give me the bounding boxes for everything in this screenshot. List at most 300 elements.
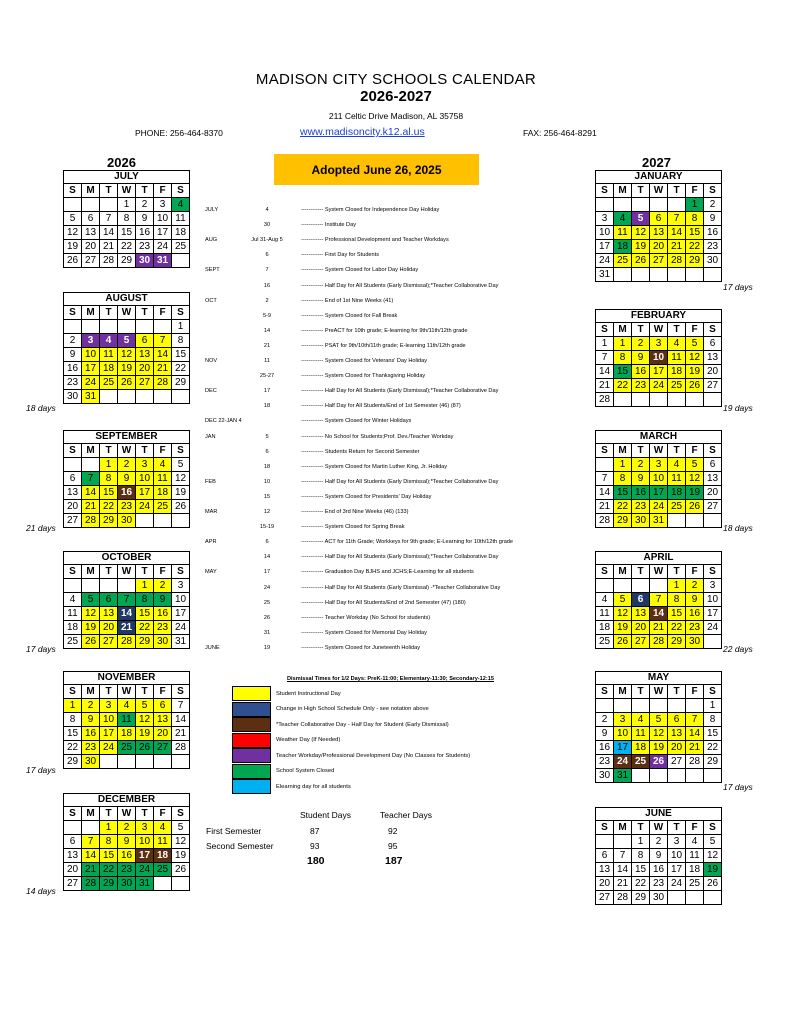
- legend-item: [232, 702, 429, 717]
- calendar-april: [595, 551, 722, 649]
- calendar-day-cell: 25: [118, 741, 136, 755]
- weekday-header: S: [704, 184, 722, 198]
- calendar-week-row: [64, 877, 189, 891]
- calendar-day-cell: 3: [154, 198, 172, 212]
- calendar-month-title: FEBRUARY: [596, 310, 721, 323]
- calendar-day-cell: 25: [154, 500, 172, 514]
- calendar-day-cell: 25: [668, 500, 686, 514]
- calendar-week-row: [64, 727, 189, 741]
- calendar-day-cell: 12: [614, 607, 632, 621]
- calendar-day-cell: 27: [136, 376, 154, 390]
- first-semester-student-days: 87: [310, 826, 320, 836]
- calendar-day-cell: 10: [704, 593, 722, 607]
- legend-label: Elearning day for all students: [276, 783, 351, 790]
- calendar-day-cell: 16: [64, 362, 82, 376]
- calendar-week-row: [64, 254, 189, 268]
- weekday-header: F: [154, 184, 172, 198]
- weekday-header: W: [118, 306, 136, 320]
- calendar-day-cell: 24: [136, 500, 154, 514]
- calendar-day-cell: 8: [632, 849, 650, 863]
- calendar-day-cell: 23: [82, 741, 100, 755]
- calendar-day-cell: 28: [614, 891, 632, 905]
- instructional-days-count: 17 days: [26, 765, 56, 775]
- calendar-day-cell: 28: [82, 877, 100, 891]
- event-month: MAR: [205, 509, 218, 515]
- calendar-day-cell: [118, 579, 136, 593]
- weekday-header: W: [118, 807, 136, 821]
- calendar-week-row: [596, 713, 721, 727]
- calendar-event: [205, 358, 595, 367]
- calendar-day-cell: 22: [100, 500, 118, 514]
- calendar-day-cell: 27: [596, 891, 614, 905]
- calendar-day-cell: 24: [668, 877, 686, 891]
- calendar-day-cell: [650, 769, 668, 783]
- weekday-header: S: [64, 565, 82, 579]
- calendar-day-cell: 18: [100, 362, 118, 376]
- weekday-header: T: [136, 444, 154, 458]
- calendar-day-cell: 9: [632, 472, 650, 486]
- calendar-day-cell: [686, 268, 704, 282]
- calendar-day-cell: 6: [596, 849, 614, 863]
- weekday-header: S: [596, 821, 614, 835]
- calendar-day-cell: 16: [118, 486, 136, 500]
- calendar-day-cell: 4: [614, 212, 632, 226]
- calendar-day-cell: 31: [596, 268, 614, 282]
- event-description: ------------ System Closed for Independence Day Holiday: [301, 207, 440, 213]
- calendar-day-cell: 10: [650, 351, 668, 365]
- calendar-day-cell: 21: [668, 240, 686, 254]
- calendar-day-cell: 13: [668, 727, 686, 741]
- calendar-day-cell: [614, 579, 632, 593]
- weekday-header: F: [686, 821, 704, 835]
- year-left: 2026: [107, 155, 136, 170]
- address: 211 Celtic Drive Madison, AL 35758: [328, 111, 464, 121]
- calendar-day-cell: 8: [172, 334, 190, 348]
- calendar-day-cell: 5: [614, 593, 632, 607]
- instructional-days-count: 19 days: [723, 403, 753, 413]
- calendar-day-cell: 15: [172, 348, 190, 362]
- calendar-day-cell: 5: [704, 835, 722, 849]
- event-month: JAN: [205, 433, 216, 440]
- calendar-day-cell: [154, 877, 172, 891]
- weekday-header: S: [172, 444, 190, 458]
- calendar-day-cell: [154, 390, 172, 404]
- calendar-day-cell: 13: [64, 849, 82, 863]
- calendar-day-cell: 8: [704, 713, 722, 727]
- calendar-day-cell: [668, 891, 686, 905]
- calendar-day-cell: 17: [172, 607, 190, 621]
- calendar-day-cell: 23: [118, 500, 136, 514]
- calendar-week-row: [64, 226, 189, 240]
- calendar-day-cell: [596, 835, 614, 849]
- calendar-day-cell: 11: [118, 713, 136, 727]
- calendar-day-cell: 26: [650, 755, 668, 769]
- calendar-day-cell: 29: [118, 254, 136, 268]
- calendar-day-cell: [668, 769, 686, 783]
- calendar-day-cell: [172, 254, 190, 268]
- calendar-day-cell: 25: [614, 254, 632, 268]
- calendar-november: [63, 671, 190, 769]
- event-date: 24: [263, 584, 271, 591]
- calendar-week-row: [64, 621, 189, 635]
- legend-label: Weather Day (If Needed): [276, 737, 341, 743]
- calendar-day-cell: 1: [614, 337, 632, 351]
- calendar-day-cell: 9: [686, 593, 704, 607]
- event-description: ------------ First Day for Students: [301, 252, 379, 259]
- calendar-day-cell: 1: [596, 337, 614, 351]
- event-description: ------------ System Closed for Memorial Day Holiday: [301, 629, 427, 636]
- calendar-week-row: [64, 863, 189, 877]
- weekday-header: F: [686, 565, 704, 579]
- calendar-day-cell: 1: [704, 699, 722, 713]
- calendar-day-cell: 5: [172, 821, 190, 835]
- calendar-week-row: [596, 877, 721, 891]
- calendar-event: [205, 494, 595, 503]
- calendar-month-title: APRIL: [596, 552, 721, 565]
- weekday-header: F: [686, 444, 704, 458]
- calendar-day-cell: 4: [100, 334, 118, 348]
- event-description: ------------ Half Day for All Students/End of 2nd Semester (47) (180): [301, 599, 466, 606]
- calendar-day-cell: 10: [172, 593, 190, 607]
- weekday-header: M: [614, 565, 632, 579]
- weekday-header: F: [686, 685, 704, 699]
- calendar-day-cell: 22: [64, 741, 82, 755]
- legend-swatch: [232, 733, 271, 748]
- calendar-day-cell: 6: [668, 713, 686, 727]
- calendar-week-row: [64, 579, 189, 593]
- calendar-day-cell: [614, 198, 632, 212]
- calendar-day-cell: 20: [704, 365, 722, 379]
- calendar-week-row: [596, 379, 721, 393]
- calendar-day-cell: [686, 393, 704, 407]
- calendar-day-cell: 28: [154, 376, 172, 390]
- calendar-day-cell: 30: [686, 635, 704, 649]
- calendar-week-row: [596, 472, 721, 486]
- weekday-header: W: [118, 184, 136, 198]
- calendar-day-cell: 18: [686, 863, 704, 877]
- calendar-week-row: [596, 226, 721, 240]
- calendar-day-cell: 31: [136, 877, 154, 891]
- calendar-event: [205, 434, 595, 443]
- weekday-header: M: [82, 444, 100, 458]
- event-date: 12: [263, 509, 271, 515]
- calendar-week-row: [64, 320, 189, 334]
- calendar-day-cell: 12: [650, 727, 668, 741]
- calendar-day-cell: 31: [172, 635, 190, 649]
- event-date: 31: [263, 629, 271, 636]
- calendar-day-cell: 23: [704, 240, 722, 254]
- calendar-day-cell: 12: [136, 713, 154, 727]
- event-month: NOV: [205, 358, 218, 364]
- total-student-days: 180: [307, 855, 325, 867]
- weekday-header: S: [172, 306, 190, 320]
- calendar-day-cell: [82, 320, 100, 334]
- calendar-day-cell: 8: [668, 593, 686, 607]
- event-description: ------------ System Closed for Martin Luther King, Jr. Holiday: [301, 463, 448, 470]
- calendar-day-cell: [650, 393, 668, 407]
- calendar-day-cell: 28: [596, 393, 614, 407]
- calendar-day-cell: 6: [82, 212, 100, 226]
- calendar-day-cell: 8: [100, 472, 118, 486]
- calendar-event: [205, 479, 595, 488]
- weekday-header: T: [668, 821, 686, 835]
- calendar-day-cell: 7: [668, 212, 686, 226]
- calendar-day-cell: 20: [64, 500, 82, 514]
- calendar-day-cell: 24: [650, 500, 668, 514]
- calendar-day-cell: 7: [82, 472, 100, 486]
- calendar-day-cell: 25: [596, 635, 614, 649]
- calendar-day-cell: 30: [118, 514, 136, 528]
- calendar-week-row: [596, 621, 721, 635]
- calendar-day-cell: 25: [686, 877, 704, 891]
- calendar-week-row: [596, 212, 721, 226]
- event-description: ------------ Half Day for All Students (Early Dismissal);*Teacher Collaborative Day: [301, 554, 499, 561]
- calendar-day-cell: 19: [64, 240, 82, 254]
- event-date: Jul 31-Aug 5: [251, 237, 283, 244]
- calendar-week-row: [64, 500, 189, 514]
- calendar-day-cell: 2: [64, 334, 82, 348]
- event-month: FEB: [205, 478, 216, 485]
- calendar-day-cell: 3: [650, 337, 668, 351]
- calendar-day-cell: 30: [136, 254, 154, 268]
- calendar-day-cell: 15: [614, 486, 632, 500]
- calendar-day-cell: 5: [650, 713, 668, 727]
- calendar-week-row: [64, 212, 189, 226]
- calendar-day-cell: 7: [614, 849, 632, 863]
- calendar-day-cell: 29: [100, 877, 118, 891]
- calendar-day-cell: 18: [614, 240, 632, 254]
- calendar-week-row: [64, 821, 189, 835]
- calendar-day-cell: [82, 198, 100, 212]
- calendar-day-cell: 18: [64, 621, 82, 635]
- calendar-day-cell: [686, 699, 704, 713]
- calendar-day-cell: 16: [650, 863, 668, 877]
- calendar-day-cell: [100, 198, 118, 212]
- weekday-header: W: [650, 565, 668, 579]
- calendar-day-cell: 29: [64, 755, 82, 769]
- calendar-day-cell: 12: [172, 835, 190, 849]
- calendar-day-cell: 29: [100, 514, 118, 528]
- event-month: DEC 22-JAN 4: [205, 418, 242, 425]
- calendar-day-cell: 14: [686, 727, 704, 741]
- calendar-day-cell: 27: [704, 379, 722, 393]
- instructional-days-count: 18 days: [26, 403, 56, 413]
- calendar-day-cell: 6: [154, 699, 172, 713]
- weekday-header: S: [596, 323, 614, 337]
- calendar-day-cell: 23: [154, 621, 172, 635]
- weekday-header: T: [632, 323, 650, 337]
- calendar-day-cell: 11: [668, 472, 686, 486]
- calendar-day-cell: 14: [82, 849, 100, 863]
- calendar-week-row: [64, 472, 189, 486]
- calendar-day-cell: [64, 579, 82, 593]
- total-teacher-days: 187: [385, 855, 403, 867]
- calendar-day-cell: 18: [154, 849, 172, 863]
- instructional-days-count: 22 days: [723, 644, 753, 654]
- instructional-days-count: 17 days: [723, 782, 753, 792]
- legend-item: [232, 764, 334, 779]
- event-description: ------------ End of 3rd Nine Weeks (46) (133): [301, 509, 409, 515]
- calendar-day-cell: 3: [704, 579, 722, 593]
- calendar-day-cell: [596, 699, 614, 713]
- weekday-header: T: [100, 565, 118, 579]
- calendar-day-cell: 19: [172, 849, 190, 863]
- calendar-day-cell: 1: [172, 320, 190, 334]
- calendar-day-cell: [686, 514, 704, 528]
- calendar-day-cell: 1: [136, 579, 154, 593]
- legend-item: [232, 686, 341, 701]
- event-description: ------------ Half Day for All Students (Early Dismissal);*Teacher Collaborative Day: [301, 388, 499, 395]
- event-date: 17: [263, 388, 271, 395]
- calendar-day-cell: 20: [668, 741, 686, 755]
- event-month: AUG: [205, 237, 218, 244]
- phone: PHONE: 256-464-8370: [135, 128, 223, 138]
- calendar-october: [63, 551, 190, 649]
- calendar-day-cell: 13: [632, 607, 650, 621]
- calendar-day-cell: 4: [596, 593, 614, 607]
- calendar-day-cell: 28: [686, 755, 704, 769]
- event-month: MAY: [205, 569, 217, 576]
- calendar-day-cell: 4: [154, 821, 172, 835]
- calendar-day-cell: 20: [82, 240, 100, 254]
- calendar-day-cell: 29: [632, 891, 650, 905]
- calendar-day-cell: 16: [136, 226, 154, 240]
- calendar-day-cell: 18: [118, 727, 136, 741]
- calendar-day-cell: 2: [632, 458, 650, 472]
- calendar-event: [205, 524, 595, 533]
- calendar-event: [205, 539, 595, 548]
- calendar-day-cell: [172, 755, 190, 769]
- calendar-day-cell: 15: [704, 727, 722, 741]
- calendar-event: [205, 600, 595, 609]
- calendar-day-cell: 22: [136, 621, 154, 635]
- calendar-day-cell: 27: [632, 635, 650, 649]
- calendar-week-row: [596, 593, 721, 607]
- teacher-days-label: Teacher Days: [380, 810, 432, 820]
- calendar-day-cell: 9: [82, 713, 100, 727]
- calendar-day-cell: 7: [650, 593, 668, 607]
- calendar-day-cell: 6: [704, 337, 722, 351]
- calendar-day-cell: 10: [136, 835, 154, 849]
- calendar-event: [205, 418, 595, 427]
- calendar-day-cell: 26: [172, 500, 190, 514]
- calendar-day-cell: 14: [118, 607, 136, 621]
- calendar-day-cell: 17: [100, 727, 118, 741]
- calendar-event: [205, 554, 595, 563]
- calendar-day-cell: 26: [632, 254, 650, 268]
- calendar-day-cell: 27: [704, 500, 722, 514]
- event-date: 25: [263, 599, 271, 606]
- calendar-day-cell: 17: [650, 486, 668, 500]
- calendar-week-row: [596, 849, 721, 863]
- calendar-day-cell: 8: [614, 351, 632, 365]
- calendar-day-cell: 11: [100, 348, 118, 362]
- event-date: 18: [263, 463, 271, 470]
- calendar-day-cell: 23: [632, 500, 650, 514]
- calendar-day-cell: [650, 198, 668, 212]
- weekday-header: S: [596, 444, 614, 458]
- calendar-day-cell: 29: [136, 635, 154, 649]
- weekday-header: T: [668, 444, 686, 458]
- event-description: ------------ System Closed for Fall Break: [301, 312, 398, 319]
- calendar-month-title: DECEMBER: [64, 794, 189, 807]
- calendar-day-cell: 24: [614, 755, 632, 769]
- event-date: 7: [265, 267, 269, 274]
- calendar-day-cell: 5: [172, 458, 190, 472]
- calendar-week-row: [64, 699, 189, 713]
- calendar-week-row: [64, 835, 189, 849]
- calendar-day-cell: 21: [596, 379, 614, 393]
- calendar-day-cell: [172, 390, 190, 404]
- weekday-header: F: [154, 444, 172, 458]
- calendar-day-cell: 5: [686, 458, 704, 472]
- calendar-week-row: [64, 755, 189, 769]
- weekday-header: T: [136, 565, 154, 579]
- legend-label: School System Closed: [276, 768, 335, 774]
- website-link[interactable]: www.madisoncity.k12.al.us: [300, 126, 425, 138]
- calendar-day-cell: [172, 877, 190, 891]
- event-description: ------------ System Closed for Veterans' Day Holiday: [301, 358, 428, 364]
- weekday-header: T: [632, 184, 650, 198]
- weekday-header: F: [686, 184, 704, 198]
- calendar-day-cell: 31: [650, 514, 668, 528]
- calendar-day-cell: 22: [704, 741, 722, 755]
- calendar-day-cell: 20: [136, 362, 154, 376]
- legend-swatch: [232, 764, 271, 779]
- calendar-day-cell: [632, 268, 650, 282]
- calendar-december: [63, 793, 190, 891]
- calendar-day-cell: 4: [154, 458, 172, 472]
- calendar-day-cell: 24: [650, 379, 668, 393]
- calendar-week-row: [596, 755, 721, 769]
- calendar-day-cell: 3: [136, 821, 154, 835]
- calendar-day-cell: 14: [596, 486, 614, 500]
- calendar-day-cell: 9: [64, 348, 82, 362]
- calendar-day-cell: 5: [64, 212, 82, 226]
- event-date: 14: [263, 327, 271, 334]
- calendar-day-cell: 1: [64, 699, 82, 713]
- weekday-header: S: [704, 565, 722, 579]
- event-date: 19: [263, 644, 271, 651]
- calendar-day-cell: 25: [632, 755, 650, 769]
- calendar-day-cell: 24: [154, 240, 172, 254]
- calendar-day-cell: 10: [614, 727, 632, 741]
- calendar-day-cell: 26: [64, 254, 82, 268]
- calendar-day-cell: 13: [136, 348, 154, 362]
- calendar-day-cell: 3: [668, 835, 686, 849]
- calendar-day-cell: 18: [668, 365, 686, 379]
- calendar-day-cell: 27: [154, 741, 172, 755]
- event-date: 15: [263, 493, 271, 500]
- second-semester-teacher-days: 95: [388, 841, 398, 851]
- event-description: ------------ System Closed for Labor Day Holiday: [301, 267, 419, 274]
- calendar-day-cell: 12: [172, 472, 190, 486]
- calendar-day-cell: 7: [596, 472, 614, 486]
- event-date: 6: [265, 539, 269, 546]
- calendar-week-row: [596, 635, 721, 649]
- calendar-january: [595, 170, 722, 282]
- calendar-day-cell: 14: [668, 226, 686, 240]
- weekday-header: M: [82, 184, 100, 198]
- calendar-day-cell: [64, 198, 82, 212]
- calendar-event: [205, 449, 595, 458]
- event-month: JUNE: [205, 644, 220, 651]
- calendar-day-cell: 27: [668, 755, 686, 769]
- calendar-month-title: JULY: [64, 171, 189, 184]
- calendar-day-cell: 22: [172, 362, 190, 376]
- calendar-day-cell: 4: [668, 337, 686, 351]
- weekday-header: S: [172, 184, 190, 198]
